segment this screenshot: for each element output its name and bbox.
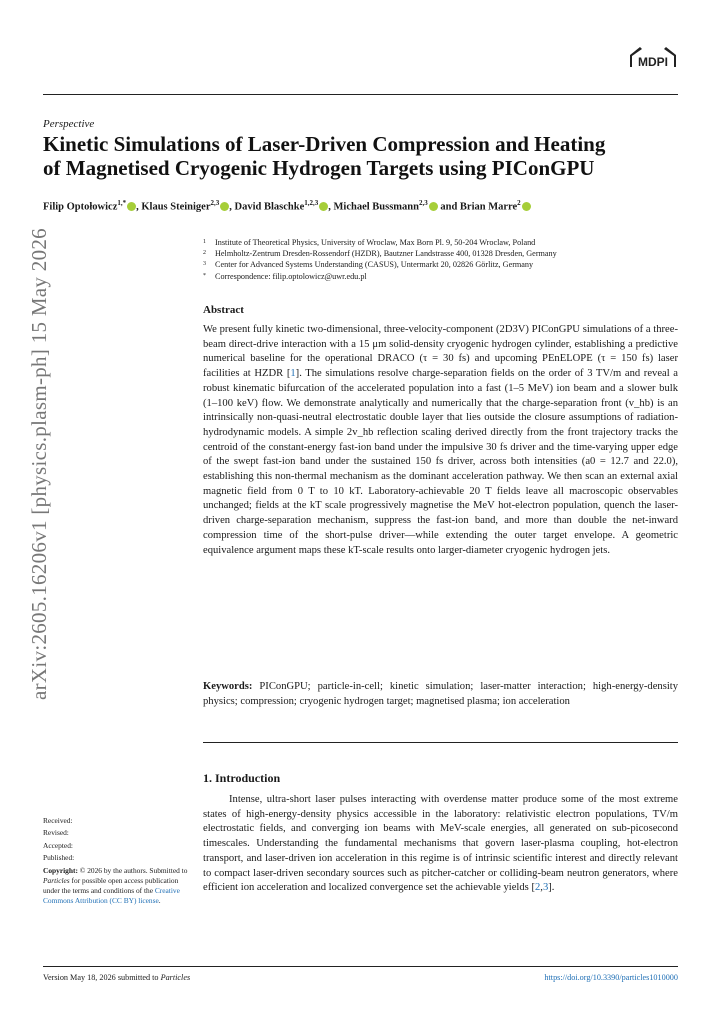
section-heading: 1. Introduction [203,771,281,785]
orcid-icon[interactable] [429,202,438,211]
paper-title [43,132,683,180]
author-affil: 1,* [117,199,127,207]
orcid-icon[interactable] [127,202,136,211]
citation-link[interactable]: 2 [534,882,541,894]
published-label: Published: [43,853,75,863]
orcid-icon[interactable] [319,202,328,211]
author-name: Filip Optołowicz [43,201,118,213]
affiliation-item: $^2$ Helmholtz-Zentrum Dresden-Rossendorf (HZDR), Bautzner Landstrasse 400, 01328 Dresden, Germany [203,249,557,259]
orcid-icon[interactable] [522,202,531,211]
mdpi-logo [628,43,678,73]
correspondence[interactable]: * Correspondence: filip.optolowicz@uwr.edu.pl [203,271,367,281]
author-name: Michael Bussmann [333,201,419,213]
abstract-body: We present fully kinetic two-dimensional, three-velocity-component (2D3V) PIConGPU simulations of a three-beam direct-drive interaction with a 15 μm solid-density cryogenic hydrogen cylinder, establishing a predictive numerical baseline for the operational DRACO (τ = 30 fs) and upcoming PEnELOPE (τ = 150 fs) laser facilities at HZDR [1]. The simulations resolve charge-separation fields on the order of 3 TV/m and reveal a robust kinematic bifurcation of the accelerated population into a fast (1–5 MeV) ion beam and a slower bulk (1–100 keV) flow. We demonstrate analytically and numerically that the charge-separation front (v_hb) is an intrinsically non-quasi-neutral electrostatic double layer that lies outside the closure assumptions of radiation-hydrodynamic models. A simple 2v_hb reflection scaling derived directly from the front trajectory tracks the centroid of the constant-energy fast-ion band under the impulsive 30 fs driver and the time-varying upper edge of the swept fast-ion band under the sustained 150 fs driver, across both intensities (a0 = 12.7 and 22.0), establishing this non-thermal mechanism as the dominant acceleration pathway. We then scan an external axial magnetic field from 0 T to 10 kT. Laboratory-achievable 20 T fields leave all macroscopic observables unchanged; fields at the kT scale progressively magnetise the MeV hot-electron population, quench the laser-driven charge-separation mechanism, suppress the fast-ion band, and more than double the net-inward compression time of the short-pulse driver—while extending the outer target envelope. A geometric equivalence argument maps these kT-scale results onto larger-diameter cryogenic hydrogen jets. [203,324,678,556]
revised-label: Revised: [43,828,69,838]
copyright-notice: Copyright: © 2026 by the authors. Submitted to Particles for possible open access publication under the terms and conditions of the Creative Commons Attribution (CC BY) license. [43,865,188,906]
author-affil: 1,2,3 [304,199,319,207]
logo-text: MDPI [638,55,668,69]
bottom-rule [43,966,678,967]
arxiv-stamp: arXiv:2605.16206v1 [physics.plasm-ph] 15 May 2026 [27,228,51,700]
side-metadata [43,815,193,906]
author-name: Brian Marre [459,201,518,213]
author-affil: 2,3 [418,199,428,207]
footer-version: Version May 18, 2026 submitted to Particles [43,973,191,982]
accepted-label: Accepted: [43,840,73,850]
top-rule [43,94,678,95]
author-name: Klaus Steiniger [141,201,211,213]
title-line-2: of Magnetised Cryogenic Hydrogen Targets using PIConGPU [43,156,595,180]
citation-link[interactable]: 1 [290,368,296,380]
keywords [203,680,678,709]
license-link[interactable]: Creative Commons Attribution (CC BY) license [43,886,180,906]
keywords-label: Keywords: [203,681,253,692]
author-affil: 2,3 [210,199,220,207]
author-affil: 2 [517,199,521,207]
affiliation-item: $^1$ Institute of Theoretical Physics, University of Wroclaw, Max Born Pl. 9, 50-204 Wroclaw, Poland [203,238,536,247]
section-rule [203,742,678,743]
affiliation-item: $^3$ Center for Advanced Systems Understanding (CASUS), Untermarkt 20, 02826 Görlitz, Germany [203,260,534,270]
citation-link[interactable]: 3 [542,882,549,894]
abstract-heading: Abstract [203,304,244,316]
doi-link[interactable]: https://doi.org/10.3390/particles1010000 [544,973,678,982]
author-list: Filip Optołowicz$^{1,*}$ , Klaus Steiniger$^{2,3}$ , David Blaschke$^{1,2,3}$ , Michael Bussmann$^{2,3}$ and Brian Marre$^2$ [43,199,693,213]
author-name: David Blaschke [234,201,305,213]
article-type: Perspective [43,118,95,130]
intro-paragraph: Intense, ultra-short laser pulses interacting with overdense matter produce some of the most extreme states of high-energy-density physics accessible in the laboratory: relativistic electron populations, TV/m electrostatic fields, and converging ion beams with MeV-scale energies, all generated on sub-picosecond timescales. Understanding the fundamental mechanisms that govern laser-plasma coupling, hot-electron transport, and laser-driven ion acceleration in this regime is of intrinsic scientific interest and directly relevant to compact laser-driven secondary sources such as pitcher-catcher or colliding-beam neutron generators, where efficient ion acceleration and localized convergence set the achievable yields [2,3]. [203,794,678,894]
keywords-text: PIConGPU; particle-in-cell; kinetic simulation; laser-matter interaction; high-energy-density physics; compression; cryogenic hydrogen target; magnetised plasma; ion acceleration [203,681,678,707]
title-line-1: Kinetic Simulations of Laser-Driven Compression and Heating [43,132,606,156]
received-label: Received: [43,816,73,825]
orcid-icon[interactable] [220,202,229,211]
affiliations [203,237,693,282]
